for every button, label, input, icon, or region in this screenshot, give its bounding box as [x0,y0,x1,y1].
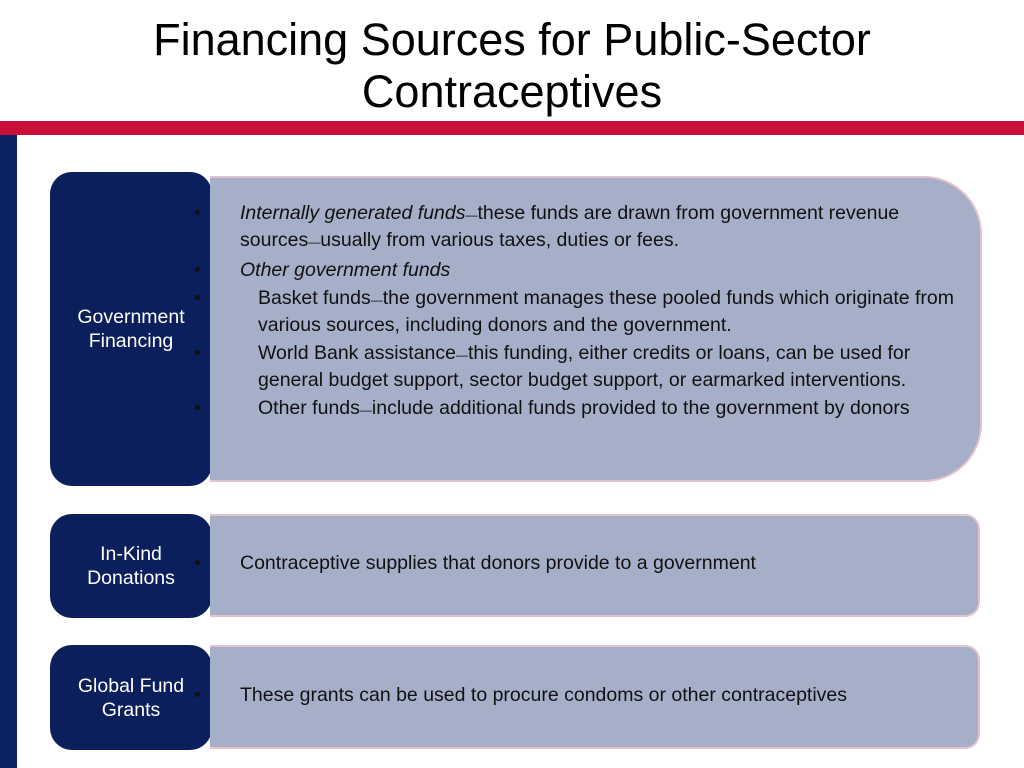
bullet-lead: Other funds [258,397,360,419]
label-global-fund-grants [50,645,212,750]
em-dash: — [465,208,478,222]
bullet-item [210,258,960,283]
slide-title-line-1: Financing Sources for Public-Sector [153,14,871,65]
label-line: Government [77,306,185,328]
label-government-financing [50,172,212,486]
bullet-text: the government manages these pooled funds which originate from various sources, including donors and the government. [258,287,954,336]
label-line: Grants [101,698,161,721]
bullet-list [210,683,847,708]
bullet-list [210,551,756,576]
label-in-kind-donations [50,514,212,618]
content-government-financing [210,176,982,482]
sub-bullet-item [210,341,960,393]
bullet-item [210,551,756,576]
bullet-lead: Other government funds [240,259,451,281]
em-dash: — [308,235,321,249]
bullet-text: usually from various taxes, duties or fees. [320,229,680,251]
bullet-lead: World Bank assistance [258,342,456,364]
label-line: Global Fund [77,674,185,697]
bullet-item [210,683,847,708]
bullet-text: Contraceptive supplies that donors provide to a government [240,552,756,574]
bullet-text: include additional funds provided to the government by donors [371,397,910,419]
bullet-lead: Internally generated funds [240,202,466,224]
left-accent-bar [0,135,17,768]
content-global-fund-grants [210,645,980,749]
sub-bullet-item [210,396,960,423]
label-line: Donations [87,567,175,589]
bullet-lead: Basket funds [258,287,371,309]
bullet-item [210,201,960,255]
label-line: In-Kind [100,543,162,565]
slide-title-line-2: Contraceptives [361,66,663,117]
title-underline-bar [0,121,1024,135]
em-dash: — [370,293,383,307]
bullet-text: this funding, either credits or loans, can be used for general budget support, sector budget support, or earmarked interventions. [258,342,911,391]
em-dash: — [359,403,372,417]
label-line: Financing [88,330,174,352]
bullet-list [210,178,980,423]
slide-title [0,14,1024,118]
bullet-text: These grants can be used to procure condoms or other contraceptives [240,683,848,706]
content-in-kind-donations [210,514,980,617]
sub-bullet-item [210,286,960,338]
bullet-text: these funds are drawn from government revenue sources [240,202,900,251]
em-dash: — [455,348,468,362]
